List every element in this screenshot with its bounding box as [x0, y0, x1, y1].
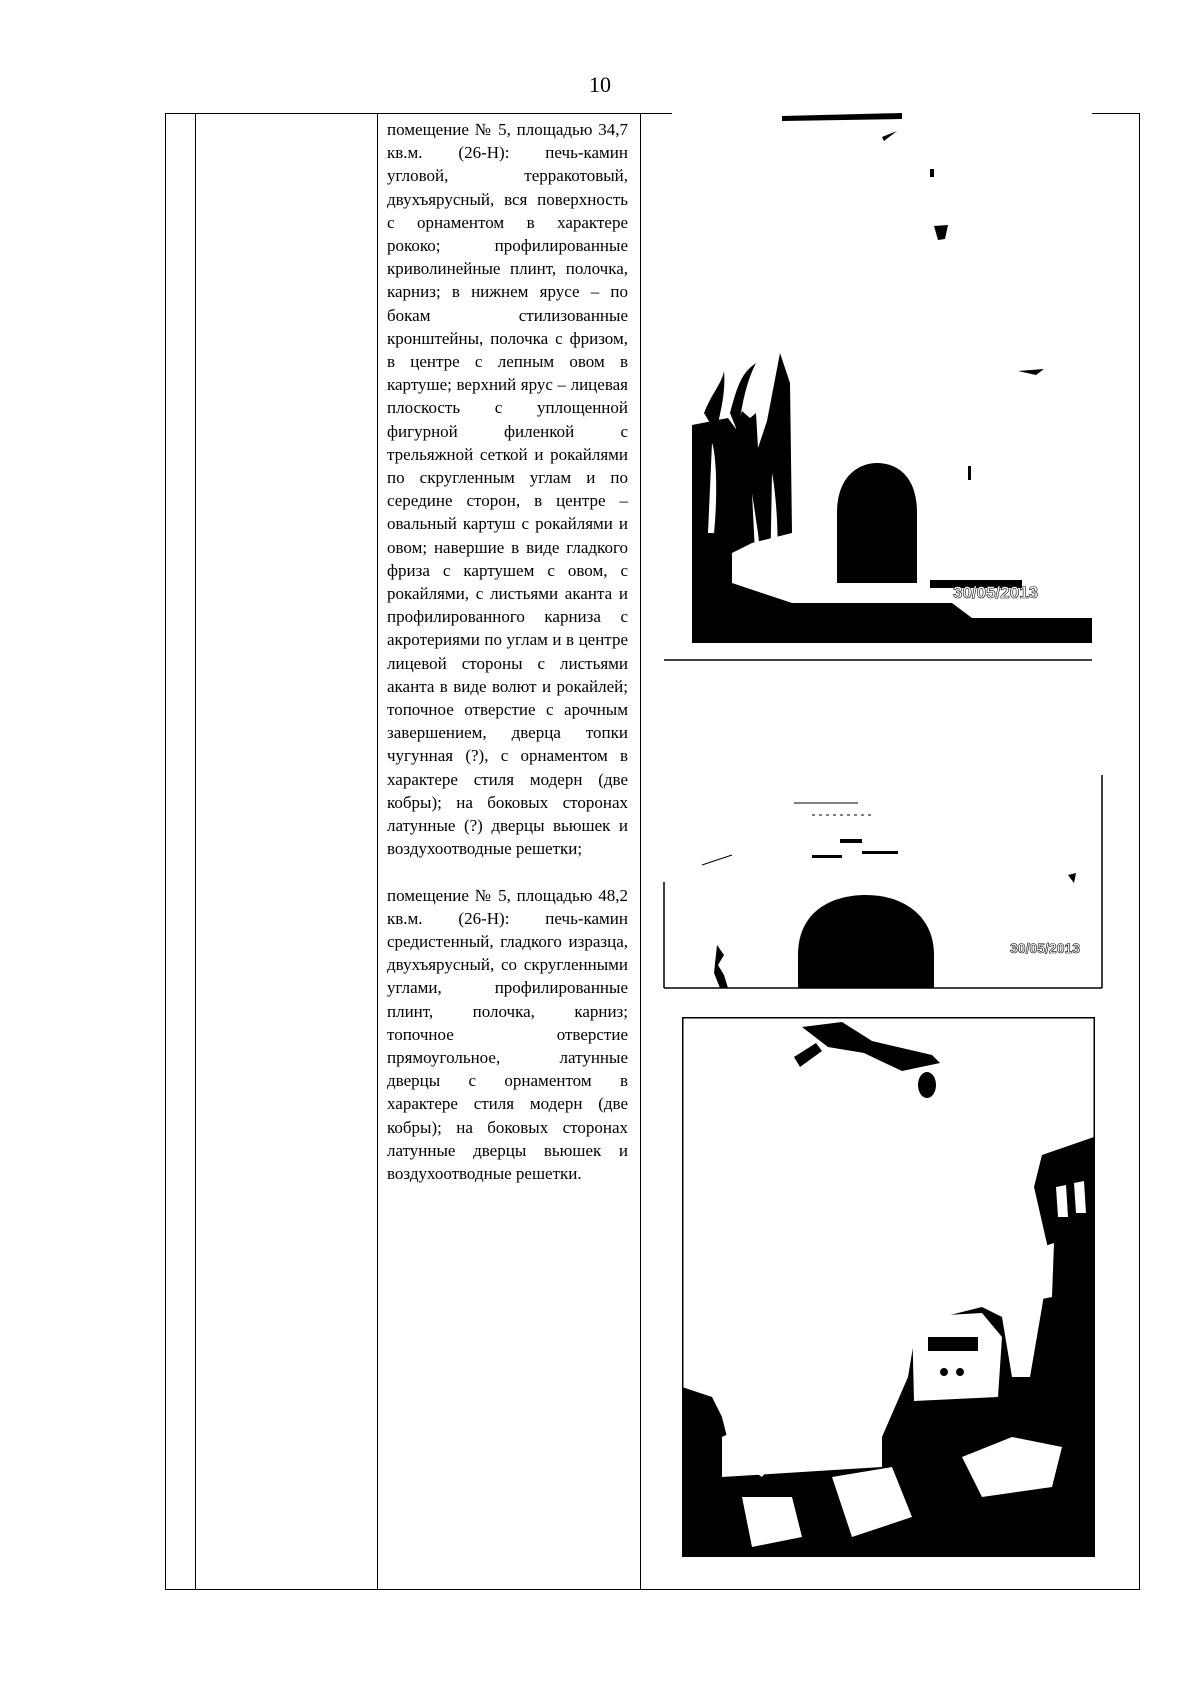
column-divider-2 — [377, 114, 378, 1589]
photo-stove-arch — [662, 655, 1104, 990]
column-divider-1 — [195, 114, 196, 1589]
room-2-description: помещение № 5, площадью 48,2 кв.м. (26-Н): печь-камин средистенный, гладкого изразца, двухъярусный, со скругленными углами, профилированные плинт, полочка, карниз; топочное отверстие прямоугольное, латунные дверцы с орнаментом в характере стиля модерн (две кобры); на боковых сторонах латунные дверцы вьюшек и воздухоотводные решетки. — [387, 885, 628, 1183]
room-1-description: помещение № 5, площадью 34,7 кв.м. (26-Н): печь-камин угловой, терракотовый, двухъярусный, вся поверхность с орнаментом в характере рококо; профилированные криволинейные плинт, полочка, карниз; в нижнем ярусе – по бокам стилизованные кронштейны, полочка с фризом, в центре с лепным овом в картуше; верхний ярус – лицевая плоскость с уплощенной фигурной филенкой с трельяжной сеткой и рокайлями по скругленным углам и по середине сторон, в центре – овальный картуш с рокайлями и овом; навершие в виде гладкого фриза с картушем с овом, с рокайлями, с листьями аканта и профилированного карниза с акротериями по углам и в центре лицевой стороны с листьями аканта в виде волют и рокайлей; топочное отверстие с арочным завершением, дверца топки чугунная (?), с орнаментом в характере стиля модерн (две кобры); на боковых сторонах латунные (?) дверцы вьюшек и воздухоотводные решетки; — [387, 120, 628, 859]
photo-stove-room — [682, 1017, 1095, 1557]
photo-stove-corner — [672, 113, 1092, 643]
photo-2-date-stamp: 30/05/2013 — [1010, 940, 1081, 956]
page-number: 10 — [589, 72, 611, 97]
photo-1-date-stamp: 30/05/2013 — [953, 583, 1039, 602]
column-divider-3 — [640, 114, 641, 1589]
description-cell — [387, 118, 628, 1185]
